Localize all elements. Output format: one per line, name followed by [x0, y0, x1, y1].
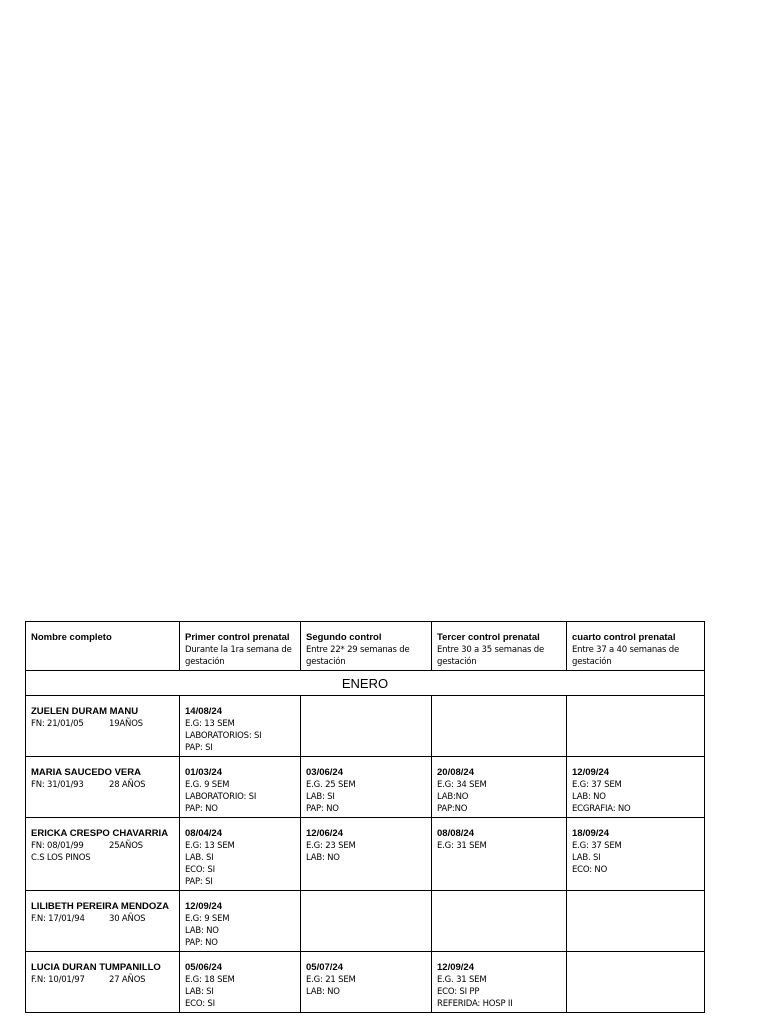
- control-detail: E.G: 18 SEM: [185, 975, 235, 985]
- patient-cell: [26, 757, 180, 818]
- control-detail: LAB: SI: [306, 792, 335, 802]
- header-title: Segundo control: [306, 632, 382, 643]
- control-cell-1: [180, 818, 301, 891]
- patient-row: [26, 818, 705, 891]
- control-cell-4: [567, 818, 705, 891]
- month-label: ENERO: [26, 671, 705, 696]
- control-date: 12/09/24: [437, 962, 474, 973]
- patient-row: [26, 696, 705, 757]
- patient-dob-age-line: [31, 779, 175, 791]
- control-cell-4: [567, 757, 705, 818]
- control-date: 08/04/24: [185, 828, 222, 839]
- control-date: 05/07/24: [306, 962, 343, 973]
- header-title: Primer control prenatal: [185, 632, 290, 643]
- control-date: 12/09/24: [185, 901, 222, 912]
- control-detail: LAB. SI: [572, 853, 601, 863]
- patient-age: 19AÑOS: [109, 718, 143, 729]
- patient-extra-info: C.S LOS PINOS: [31, 852, 91, 863]
- control-detail: LABORATORIOS: SI: [185, 731, 262, 741]
- control-date: 08/08/24: [437, 828, 474, 839]
- patient-dob-age-line: [31, 718, 175, 730]
- control-cell-4: [567, 696, 705, 757]
- patient-age: 27 AÑOS: [109, 974, 146, 985]
- control-cell-1: [180, 891, 301, 952]
- control-detail: LAB: NO: [306, 853, 340, 863]
- patient-name: MARIA SAUCEDO VERA: [31, 767, 141, 778]
- month-row: [26, 671, 705, 696]
- header-subtitle: Entre 22* 29 semanas de gestación: [306, 645, 410, 667]
- patient-dob-age-line: [31, 913, 175, 925]
- control-cell-4: [567, 952, 705, 1013]
- control-cell-3: [432, 696, 567, 757]
- control-detail: PAP: SI: [185, 743, 213, 753]
- control-cell-3: [432, 891, 567, 952]
- patient-dob: FN: 21/01/05: [31, 718, 84, 729]
- control-detail: PAP:NO: [437, 804, 468, 814]
- control-detail: PAP: SI: [185, 877, 213, 887]
- header-control-2: [301, 622, 432, 671]
- control-detail: LAB: NO: [185, 926, 219, 936]
- header-control-1: [180, 622, 301, 671]
- control-cell-3: [432, 818, 567, 891]
- control-detail: E.G. 25 SEM: [306, 780, 356, 790]
- patient-row: [26, 891, 705, 952]
- patient-cell: [26, 952, 180, 1013]
- control-detail: ECO: SI: [185, 865, 215, 875]
- control-detail: E.G: 31 SEM: [437, 841, 487, 851]
- patient-name: LUCIA DURAN TUMPANILLO: [31, 962, 161, 973]
- control-detail: E.G: 9 SEM: [185, 914, 230, 924]
- control-date: 20/08/24: [437, 767, 474, 778]
- header-name-col: [26, 622, 180, 671]
- control-detail: PAP: NO: [185, 804, 218, 814]
- control-detail: LABORATORIO: SI: [185, 792, 257, 802]
- control-detail: E.G: 37 SEM: [572, 841, 622, 851]
- control-date: 03/06/24: [306, 767, 343, 778]
- control-detail: LAB: NO: [572, 792, 606, 802]
- control-detail: LAB: NO: [306, 987, 340, 997]
- control-detail: E.G: 21 SEM: [306, 975, 356, 985]
- control-date: 12/09/24: [572, 767, 609, 778]
- control-cell-3: [432, 757, 567, 818]
- control-cell-2: [301, 818, 432, 891]
- control-cell-1: [180, 952, 301, 1013]
- control-detail: E.G. 9 SEM: [185, 780, 230, 790]
- header-subtitle: Entre 30 a 35 semanas de gestación: [437, 645, 544, 667]
- control-detail: E.G: 13 SEM: [185, 719, 235, 729]
- control-cell-2: [301, 952, 432, 1013]
- control-date: 01/03/24: [185, 767, 222, 778]
- control-date: 12/06/24: [306, 828, 343, 839]
- patient-name: ZUELEN DURAM MANU: [31, 706, 139, 717]
- patient-dob-age-line: [31, 974, 175, 986]
- header-control-3: [432, 622, 567, 671]
- patient-dob: FN: 08/01/99: [31, 840, 84, 851]
- control-cell-1: [180, 696, 301, 757]
- control-cell-2: [301, 696, 432, 757]
- control-detail: E.G: 13 SEM: [185, 841, 235, 851]
- patient-age: 25AÑOS: [109, 840, 143, 851]
- patient-dob-age-line: [31, 840, 175, 852]
- header-control-4: [567, 622, 705, 671]
- control-cell-3: [432, 952, 567, 1013]
- control-detail: ECO: SI: [185, 999, 215, 1009]
- header-title: cuarto control prenatal: [572, 632, 676, 643]
- header-subtitle: Entre 37 a 40 semanas de gestación: [572, 645, 679, 667]
- patient-age: 28 AÑOS: [109, 779, 146, 790]
- control-detail: E.G: 37 SEM: [572, 780, 622, 790]
- control-date: 05/06/24: [185, 962, 222, 973]
- header-title: Nombre completo: [31, 632, 112, 643]
- patient-cell: [26, 818, 180, 891]
- patient-cell: [26, 891, 180, 952]
- patient-age: 30 AÑOS: [109, 913, 146, 924]
- patient-name: ERICKA CRESPO CHAVARRIA: [31, 828, 169, 839]
- control-cell-4: [567, 891, 705, 952]
- control-cell-2: [301, 757, 432, 818]
- prenatal-control-table: [25, 621, 705, 1013]
- control-detail: LAB:NO: [437, 792, 469, 802]
- control-detail: LAB: SI: [185, 987, 214, 997]
- patient-cell: [26, 696, 180, 757]
- patient-row: [26, 757, 705, 818]
- header-row: [26, 622, 705, 671]
- control-cell-1: [180, 757, 301, 818]
- control-detail: ECO: NO: [572, 865, 608, 875]
- control-detail: LAB. SI: [185, 853, 214, 863]
- control-detail: PAP: NO: [306, 804, 339, 814]
- patient-dob: F.N: 17/01/94: [31, 913, 85, 924]
- patient-dob: FN: 31/01/93: [31, 779, 84, 790]
- control-detail: ECGRAFIA: NO: [572, 804, 631, 814]
- control-detail: ECO: SI PP: [437, 987, 480, 997]
- header-subtitle: Durante la 1ra semana de gestación: [185, 645, 292, 667]
- control-cell-2: [301, 891, 432, 952]
- header-title: Tercer control prenatal: [437, 632, 540, 643]
- control-date: 18/09/24: [572, 828, 609, 839]
- patient-dob: F.N: 10/01/97: [31, 974, 85, 985]
- control-detail: REFERIDA: HOSP II: [437, 999, 513, 1009]
- control-detail: PAP: NO: [185, 938, 218, 948]
- patient-row: [26, 952, 705, 1013]
- control-detail: E.G: 23 SEM: [306, 841, 356, 851]
- control-date: 14/08/24: [185, 706, 222, 717]
- patient-name: LILIBETH PEREIRA MENDOZA: [31, 901, 169, 912]
- control-detail: E.G. 31 SEM: [437, 975, 487, 985]
- control-detail: E.G: 34 SEM: [437, 780, 487, 790]
